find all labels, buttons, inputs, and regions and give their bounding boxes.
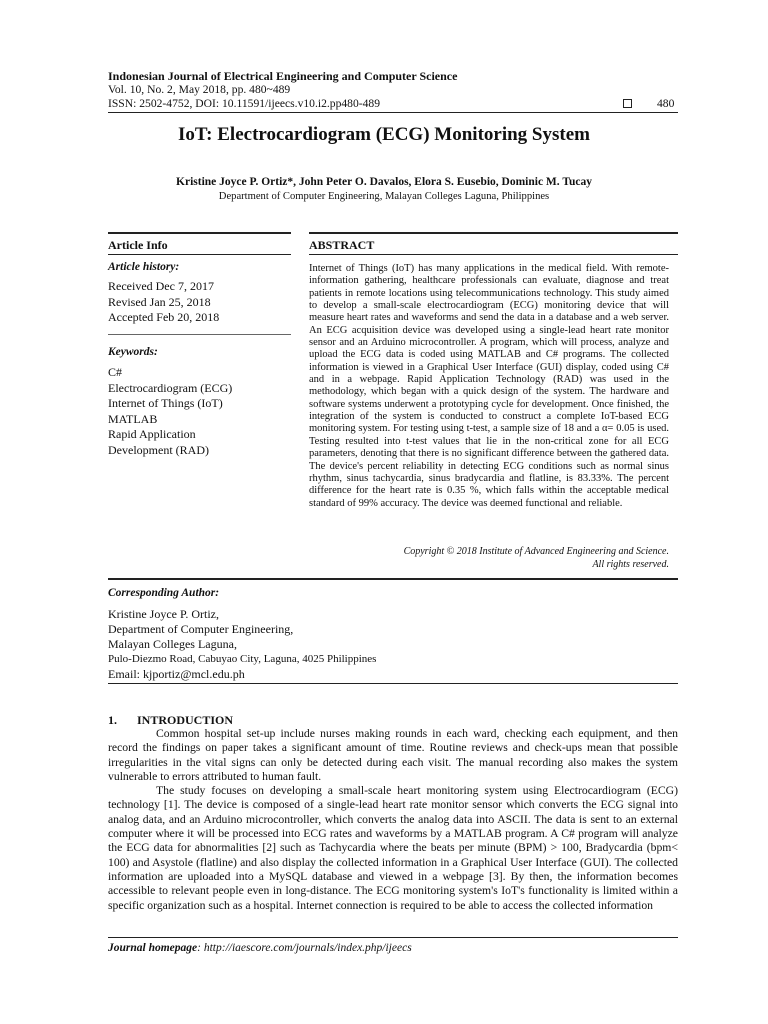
author-address: Pulo-Diezmo Road, Cabuyao City, Laguna, 4025 Philippines	[108, 653, 377, 665]
section-number: 1.	[108, 713, 117, 727]
received-date: Received Dec 7, 2017	[108, 279, 214, 293]
accepted-date: Accepted Feb 20, 2018	[108, 310, 220, 324]
homepage-link[interactable]: http://iaescore.com/journals/index.php/ijeecs	[203, 942, 412, 954]
keyword-item: Electrocardiogram (ECG)	[108, 380, 233, 395]
article-history	[108, 279, 219, 326]
abstract-text: Internet of Things (IoT) has many applications in the medical field. With remote-information gathering, healthcare professionals can evaluate, diagnose and treat patients in remote locations using telecommunications technology. This study aimed to develop a small-scale electrocardiogram (ECG) monitoring device that will measure heart rates and waveforms and send the data in a database and a web server. An ECG acquisition device was developed using a single-lead heart rate monitor sensor and an Arduino microcontroller. A program, which will process, analyze and upload the ECG data is coded using MATLAB and C# programs. The collected information is viewed in a Graphical User Interface (GUI) display, coded using C# and in a webpage. Rapid Application Technology (RAD) was used in the methodology, which began with a quick design of the system. The hardware and software systems underwent a prototyping cycle for development. Once finished, the integration of the system is conducted to construct a complete IoT-based ECG monitoring system. For testing using t-test, a sample size of 18 and a α= 0.05 is used. Testing resulted into t-test values that lie in the non-critical zone for all ECG parameters, denoting that there is no significant difference between the gathered data. The device's percent reliability in detecting ECG conditions such as normal sinus rhythm, sinus tachycardia, sinus bradycardia and flatline, is 83.33%. The percent difference for the heart rate is 0.35 %, which falls within the acceptable medical standard of 99% accuracy. The device was deemed functional and reliable.	[309, 263, 669, 509]
section-heading: INTRODUCTION	[137, 713, 234, 727]
history-label: Article history:	[108, 261, 180, 273]
corresponding-rule	[108, 683, 678, 684]
footer-rule	[108, 937, 678, 938]
keyword-item: MATLAB	[108, 411, 158, 426]
paragraph: The study focuses on developing a small-scale heart monitoring system using Electrocardiogram (ECG) technology [1]. The device is composed of a single-lead heart rate monitor sensor which converts the ECG signal into analog data, and an Arduino microcontroller, which converts the analog data into ASCII. The data is sent to an external computer where it will be processed into ECG rates and waveforms by a MATLAB program. A C# program will analyze the ECG data for abnormalities [2] such as Tachycardia where the beats per minute (BPM) > 100, Bradycardia (bpm< 100) and Asystole (flatline) and also display the collected information in a Graphical User Interface (GUI). The collected information are uploaded into a MySQL database and viewed in a webpage [3]. By then, the information becomes accessible to relevant people even in long-distance. The ECG monitoring system's IoT's functionality is limited within a specific organization such as a hospital. Internet connection is required to be able to access the collected information	[108, 784, 678, 912]
homepage-label: Journal homepage	[108, 942, 198, 954]
abstract-heading: ABSTRACT	[309, 238, 375, 252]
author-department: Department of Computer Engineering,	[108, 622, 294, 636]
abstract-top-rule	[309, 232, 678, 234]
affiliation: Department of Computer Engineering, Malayan Colleges Laguna, Philippines	[218, 191, 550, 202]
corresponding-details	[108, 607, 376, 682]
paragraph: Common hospital set-up include nurses making rounds in each ward, checking each equipment, and then record the findings on paper takes a significant amount of time. Routine reviews and check-ups mean that possible irregularities in the vital signs can only be detected during each visit. The manual recording also makes the system vulnerable to errors attributed to human fault.	[108, 727, 678, 783]
journal-name: Indonesian Journal of Electrical Engineering and Computer Science	[108, 69, 458, 83]
journal-homepage	[108, 942, 412, 954]
paper-title: IoT: Electrocardiogram (ECG) Monitoring System	[178, 124, 590, 145]
homepage-colon: :	[197, 942, 204, 954]
keyword-item: Internet of Things (IoT)	[108, 396, 223, 410]
abstract-sub-rule	[309, 254, 678, 255]
keywords-list	[108, 365, 232, 458]
introduction-body	[108, 727, 678, 913]
keyword-item: Development (RAD)	[108, 442, 209, 457]
info-top-rule	[108, 232, 291, 234]
copyright-line: Copyright © 2018 Institute of Advanced Engineering and Science.	[403, 546, 669, 557]
author-list: Kristine Joyce P. Ortiz*, John Peter O. Davalos, Elora S. Eusebio, Dominic M. Tucay	[176, 176, 592, 188]
header-rule	[108, 112, 678, 113]
author-institution: Malayan Colleges Laguna,	[108, 637, 237, 651]
square-bullet-icon	[623, 99, 632, 108]
page-number: 480	[657, 97, 675, 110]
info-bottom-rule	[108, 578, 678, 580]
article-info-heading: Article Info	[108, 238, 168, 252]
keyword-item: Rapid Application	[108, 427, 196, 441]
info-sub-rule	[108, 254, 291, 255]
issn-line: ISSN: 2502-4752, DOI: 10.11591/ijeecs.v10.i2.pp480-489	[108, 97, 381, 110]
keyword-item: C#	[108, 365, 123, 379]
volume-line: Vol. 10, No. 2, May 2018, pp. 480~489	[108, 83, 291, 96]
revised-date: Revised Jan 25, 2018	[108, 294, 211, 309]
keywords-label: Keywords:	[108, 346, 158, 358]
history-rule	[108, 334, 291, 335]
corresponding-label: Corresponding Author:	[108, 587, 220, 599]
author-email: Email: kjportiz@mcl.edu.ph	[108, 667, 245, 681]
author-name: Kristine Joyce P. Ortiz,	[108, 607, 219, 621]
rights-line: All rights reserved.	[592, 559, 669, 570]
